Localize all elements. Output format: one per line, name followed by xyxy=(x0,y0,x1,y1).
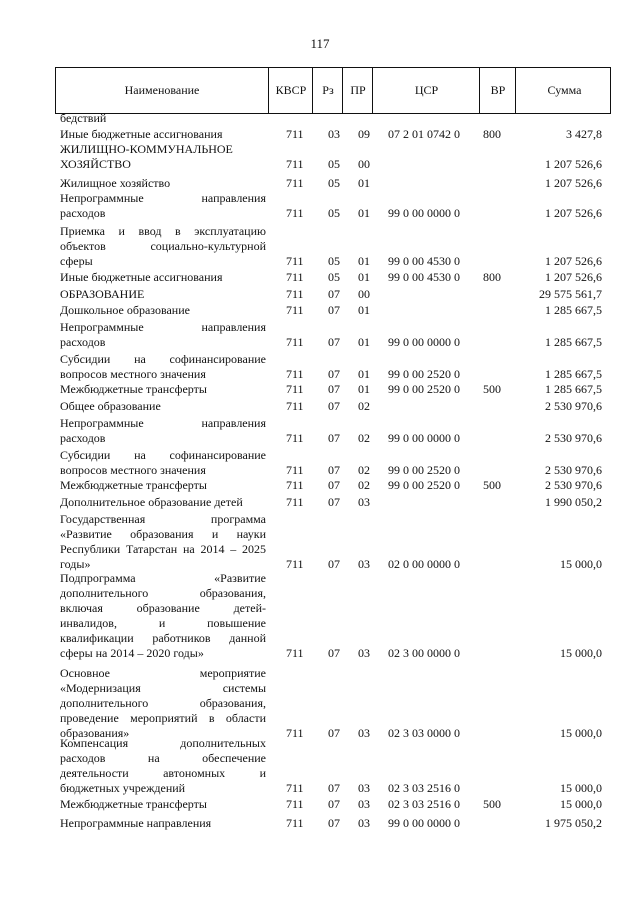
cell-pr: 03 xyxy=(358,726,370,740)
cell-csr: 99 0 00 2520 0 xyxy=(388,367,460,381)
row-name-line: Непрограммные направления xyxy=(60,191,266,205)
row-name-line: Приемка и ввод в эксплуатацию xyxy=(60,224,266,238)
row-name-line: Государственная программа xyxy=(60,512,266,526)
header-csr: ЦСР xyxy=(372,68,480,113)
table-row xyxy=(60,736,605,796)
header-rz: Рз xyxy=(312,68,343,113)
cell-pr: 01 xyxy=(358,303,370,317)
row-name-line: сферы xyxy=(60,254,93,268)
row-name-line: Дошкольное образование xyxy=(60,303,190,317)
row-name-line: расходов xyxy=(60,335,106,349)
header-sum: Сумма xyxy=(515,68,613,113)
cell-sum: 29 575 561,7 xyxy=(539,287,602,301)
cell-rz: 07 xyxy=(328,367,340,381)
cell-pr: 02 xyxy=(358,463,370,477)
row-name-line: бюджетных учреждений xyxy=(60,781,186,795)
row-name-line: дополнительного образования, xyxy=(60,586,266,600)
cell-rz: 07 xyxy=(328,478,340,492)
row-name-line: Субсидии на софинансирование xyxy=(60,352,266,366)
cell-pr: 02 xyxy=(358,431,370,445)
cell-kvsr: 711 xyxy=(286,254,304,268)
cell-vr: 500 xyxy=(483,478,501,492)
row-name-line: вопросов местного значения xyxy=(60,463,206,477)
cell-pr: 03 xyxy=(358,816,370,830)
row-name-line: дополнительного образования, xyxy=(60,696,266,710)
row-name-line: расходов на обеспечение xyxy=(60,751,266,765)
table-row xyxy=(60,111,605,126)
cell-pr: 00 xyxy=(358,287,370,301)
cell-sum: 2 530 970,6 xyxy=(545,431,602,445)
table-row xyxy=(60,478,605,493)
row-name-line: объектов социально-культурной xyxy=(60,239,266,253)
row-name xyxy=(60,127,266,142)
cell-csr: 07 2 01 0742 0 xyxy=(388,127,460,141)
row-name-line: Жилищное хозяйство xyxy=(60,176,171,190)
row-name xyxy=(60,224,266,269)
row-name-line: Субсидии на софинансирование xyxy=(60,448,266,462)
page-number: 117 xyxy=(310,36,330,51)
cell-pr: 03 xyxy=(358,646,370,660)
cell-rz: 05 xyxy=(328,270,340,284)
row-name xyxy=(60,352,266,382)
cell-kvsr: 711 xyxy=(286,206,304,220)
cell-sum: 1 975 050,2 xyxy=(545,816,602,830)
table-row xyxy=(60,416,605,446)
table-row xyxy=(60,666,605,741)
cell-sum: 2 530 970,6 xyxy=(545,399,602,413)
cell-pr: 02 xyxy=(358,478,370,492)
cell-rz: 07 xyxy=(328,431,340,445)
cell-rz: 07 xyxy=(328,287,340,301)
header-pr: ПР xyxy=(342,68,373,113)
cell-rz: 05 xyxy=(328,176,340,190)
cell-vr: 500 xyxy=(483,382,501,396)
row-name-line: Межбюджетные трансферты xyxy=(60,478,207,492)
row-name xyxy=(60,270,266,285)
row-name-line: сферы на 2014 – 2020 годы» xyxy=(60,646,204,660)
table-row xyxy=(60,127,605,142)
table-row xyxy=(60,352,605,382)
row-name-line: Межбюджетные трансферты xyxy=(60,797,207,811)
cell-csr: 02 3 03 2516 0 xyxy=(388,797,460,811)
row-name-line: «Модернизация системы xyxy=(60,681,266,695)
cell-kvsr: 711 xyxy=(286,287,304,301)
cell-kvsr: 711 xyxy=(286,495,304,509)
cell-kvsr: 711 xyxy=(286,431,304,445)
cell-rz: 05 xyxy=(328,157,340,171)
cell-pr: 01 xyxy=(358,254,370,268)
row-name xyxy=(60,382,266,397)
cell-kvsr: 711 xyxy=(286,270,304,284)
cell-kvsr: 711 xyxy=(286,478,304,492)
cell-pr: 00 xyxy=(358,157,370,171)
row-name-line: Подпрограмма «Развитие xyxy=(60,571,266,585)
cell-rz: 07 xyxy=(328,557,340,571)
table-row xyxy=(60,816,605,831)
cell-pr: 01 xyxy=(358,176,370,190)
cell-sum: 1 207 526,6 xyxy=(545,270,602,284)
table-row xyxy=(60,303,605,318)
cell-pr: 02 xyxy=(358,399,370,413)
row-name xyxy=(60,512,266,572)
cell-sum: 1 207 526,6 xyxy=(545,206,602,220)
cell-sum: 1 207 526,6 xyxy=(545,157,602,171)
row-name xyxy=(60,448,266,478)
cell-sum: 1 990 050,2 xyxy=(545,495,602,509)
cell-kvsr: 711 xyxy=(286,797,304,811)
cell-sum: 1 285 667,5 xyxy=(545,335,602,349)
cell-rz: 03 xyxy=(328,127,340,141)
cell-rz: 07 xyxy=(328,726,340,740)
cell-csr: 02 3 03 0000 0 xyxy=(388,726,460,740)
cell-csr: 99 0 00 0000 0 xyxy=(388,206,460,220)
cell-vr: 800 xyxy=(483,270,501,284)
cell-pr: 03 xyxy=(358,495,370,509)
row-name-line: Компенсация дополнительных xyxy=(60,736,266,750)
cell-rz: 07 xyxy=(328,335,340,349)
cell-rz: 07 xyxy=(328,781,340,795)
cell-pr: 03 xyxy=(358,781,370,795)
row-name-line: проведение мероприятий в области xyxy=(60,711,266,725)
table-row xyxy=(60,399,605,414)
table-row xyxy=(60,320,605,350)
row-name xyxy=(60,111,266,126)
row-name-line: деятельности автономных и xyxy=(60,766,266,780)
row-name xyxy=(60,736,266,796)
row-name-line: квалификации работников данной xyxy=(60,631,266,645)
table-row xyxy=(60,142,605,172)
row-name xyxy=(60,478,266,493)
row-name xyxy=(60,191,266,221)
cell-kvsr: 711 xyxy=(286,726,304,740)
cell-kvsr: 711 xyxy=(286,367,304,381)
cell-rz: 07 xyxy=(328,303,340,317)
row-name-line: бедствий xyxy=(60,111,107,125)
row-name-line: ХОЗЯЙСТВО xyxy=(60,157,131,171)
table-row xyxy=(60,797,605,812)
row-name-line: ЖИЛИЩНО-КОММУНАЛЬНОЕ xyxy=(60,142,233,156)
header-name: Наименование xyxy=(124,83,200,97)
table-row xyxy=(60,571,605,661)
cell-rz: 07 xyxy=(328,382,340,396)
header-kvsr: КВСР xyxy=(268,68,313,113)
cell-kvsr: 711 xyxy=(286,176,304,190)
row-name-line: расходов xyxy=(60,206,106,220)
cell-pr: 01 xyxy=(358,206,370,220)
cell-rz: 05 xyxy=(328,206,340,220)
table-row xyxy=(60,448,605,478)
header-vr: ВР xyxy=(479,68,516,113)
row-name-line: Иные бюджетные ассигнования xyxy=(60,127,223,141)
table-row xyxy=(60,176,605,191)
row-name xyxy=(60,416,266,446)
row-name xyxy=(60,571,266,661)
cell-kvsr: 711 xyxy=(286,646,304,660)
cell-kvsr: 711 xyxy=(286,816,304,830)
cell-csr: 99 0 00 0000 0 xyxy=(388,816,460,830)
row-name xyxy=(60,142,266,172)
cell-sum: 15 000,0 xyxy=(560,797,602,811)
table-row xyxy=(60,495,605,510)
row-name-line: Общее образование xyxy=(60,399,161,413)
cell-sum: 2 530 970,6 xyxy=(545,478,602,492)
cell-kvsr: 711 xyxy=(286,399,304,413)
row-name-line: включая образование детей- xyxy=(60,601,266,615)
cell-sum: 1 285 667,5 xyxy=(545,382,602,396)
row-name xyxy=(60,287,266,302)
table-row xyxy=(60,382,605,397)
cell-sum: 1 285 667,5 xyxy=(545,367,602,381)
cell-pr: 01 xyxy=(358,335,370,349)
cell-pr: 03 xyxy=(358,557,370,571)
cell-rz: 07 xyxy=(328,495,340,509)
cell-csr: 99 0 00 2520 0 xyxy=(388,478,460,492)
cell-kvsr: 711 xyxy=(286,303,304,317)
cell-rz: 07 xyxy=(328,816,340,830)
cell-kvsr: 711 xyxy=(286,463,304,477)
row-name-line: Непрограммные направления xyxy=(60,816,212,830)
row-name-line: ОБРАЗОВАНИЕ xyxy=(60,287,145,301)
cell-csr: 99 0 00 2520 0 xyxy=(388,463,460,477)
row-name xyxy=(60,320,266,350)
cell-csr: 99 0 00 4530 0 xyxy=(388,254,460,268)
cell-pr: 03 xyxy=(358,797,370,811)
row-name-line: Непрограммные направления xyxy=(60,416,266,430)
cell-pr: 01 xyxy=(358,367,370,381)
cell-sum: 1 285 667,5 xyxy=(545,303,602,317)
cell-sum: 1 207 526,6 xyxy=(545,254,602,268)
cell-rz: 07 xyxy=(328,797,340,811)
cell-sum: 15 000,0 xyxy=(560,781,602,795)
row-name-line: расходов xyxy=(60,431,106,445)
cell-kvsr: 711 xyxy=(286,781,304,795)
cell-sum: 2 530 970,6 xyxy=(545,463,602,477)
table-row xyxy=(60,191,605,221)
table-row xyxy=(60,512,605,572)
table-row xyxy=(60,224,605,269)
cell-rz: 07 xyxy=(328,463,340,477)
cell-rz: 05 xyxy=(328,254,340,268)
row-name xyxy=(60,666,266,741)
cell-csr: 99 0 00 2520 0 xyxy=(388,382,460,396)
cell-kvsr: 711 xyxy=(286,157,304,171)
cell-kvsr: 711 xyxy=(286,127,304,141)
row-name-line: годы» xyxy=(60,557,91,571)
row-name-line: образования» xyxy=(60,726,130,740)
row-name-line: Основное мероприятие xyxy=(60,666,266,680)
cell-csr: 99 0 00 0000 0 xyxy=(388,431,460,445)
cell-sum: 15 000,0 xyxy=(560,646,602,660)
row-name-line: Иные бюджетные ассигнования xyxy=(60,270,223,284)
row-name xyxy=(60,176,266,191)
cell-csr: 99 0 00 0000 0 xyxy=(388,335,460,349)
cell-sum: 3 427,8 xyxy=(566,127,602,141)
cell-kvsr: 711 xyxy=(286,557,304,571)
cell-csr: 02 0 00 0000 0 xyxy=(388,557,460,571)
row-name-line: Республики Татарстан на 2014 – 2025 xyxy=(60,542,266,556)
cell-pr: 01 xyxy=(358,270,370,284)
cell-vr: 500 xyxy=(483,797,501,811)
row-name xyxy=(60,399,266,414)
row-name xyxy=(60,816,266,831)
cell-rz: 07 xyxy=(328,646,340,660)
row-name-line: «Развитие образования и науки xyxy=(60,527,266,541)
row-name-line: инвалидов, и повышение xyxy=(60,616,266,630)
row-name-line: вопросов местного значения xyxy=(60,367,206,381)
cell-pr: 09 xyxy=(358,127,370,141)
cell-csr: 02 3 00 0000 0 xyxy=(388,646,460,660)
row-name xyxy=(60,797,266,812)
cell-sum: 1 207 526,6 xyxy=(545,176,602,190)
cell-vr: 800 xyxy=(483,127,501,141)
row-name-line: Дополнительное образование детей xyxy=(60,495,243,509)
cell-sum: 15 000,0 xyxy=(560,726,602,740)
cell-kvsr: 711 xyxy=(286,382,304,396)
cell-csr: 99 0 00 4530 0 xyxy=(388,270,460,284)
cell-pr: 01 xyxy=(358,382,370,396)
row-name-line: Непрограммные направления xyxy=(60,320,266,334)
row-name xyxy=(60,495,266,510)
table-row xyxy=(60,270,605,285)
cell-sum: 15 000,0 xyxy=(560,557,602,571)
table-header xyxy=(55,67,611,114)
cell-kvsr: 711 xyxy=(286,335,304,349)
table-row xyxy=(60,287,605,302)
cell-rz: 07 xyxy=(328,399,340,413)
cell-csr: 02 3 03 2516 0 xyxy=(388,781,460,795)
row-name-line: Межбюджетные трансферты xyxy=(60,382,207,396)
row-name xyxy=(60,303,266,318)
